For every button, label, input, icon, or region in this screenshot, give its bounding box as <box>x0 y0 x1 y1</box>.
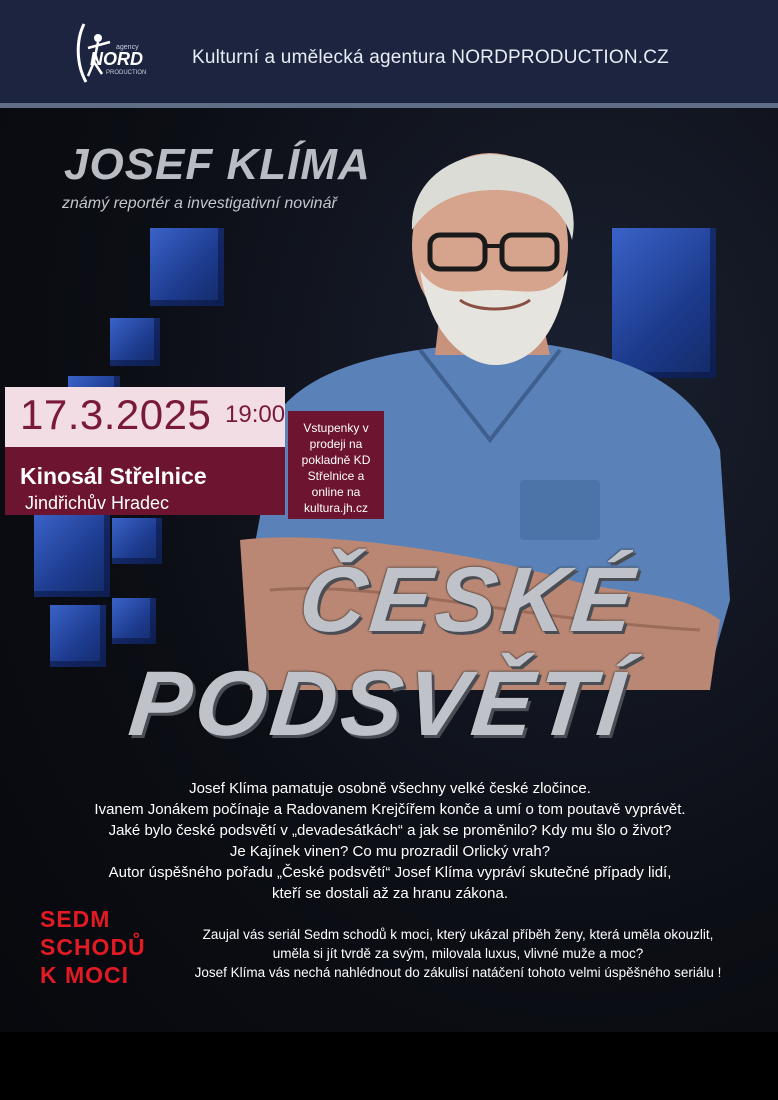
ticket-info: Vstupenky v prodeji na pokladně KD Střelnice a online na kultura.jh.cz <box>301 421 371 515</box>
event-venue: Kinosál Střelnice <box>20 463 207 489</box>
logo-agency-text: agency <box>116 44 139 51</box>
promo-line: Josef Klíma vás nechá nahlédnout do zákulisí natáčení tohoto velmi úspěšného seriálu ! <box>194 965 722 980</box>
footer-bar <box>0 1032 778 1100</box>
series-logo <box>40 905 170 989</box>
decor-cube <box>34 515 110 597</box>
agency-title: Kulturní a umělecká agentura NORDPRODUCTION.CZ <box>192 47 669 68</box>
decor-cube <box>150 228 224 306</box>
logo-sub-text: PRODUCTION <box>106 70 147 76</box>
description-line: Autor úspěšného pořadu „České podsvětí“ Josef Klíma vypráví skutečné případy lidí, <box>108 864 672 881</box>
series-logo-line: SCHODŮ <box>40 934 146 960</box>
speaker-name: JOSEF KLÍMA <box>64 140 371 189</box>
decor-cube <box>110 318 160 366</box>
description-line: Josef Klíma pamatuje osobně všechny velké české zločince. <box>189 780 591 797</box>
event-date: 17.3.2025 <box>20 391 212 438</box>
event-city: Jindřichův Hradec <box>25 493 170 513</box>
event-time: 19:00 <box>225 401 286 428</box>
decor-cube <box>50 605 106 667</box>
speaker-subtitle: známý reportér a investigativní novinář <box>62 195 337 212</box>
event-info-box <box>5 387 285 515</box>
title-line-1: ČESKÉ <box>294 549 643 651</box>
promo-line: Zaujal vás seriál Sedm schodů k moci, který ukázal příběh ženy, která uměla okouzlit, <box>202 927 714 942</box>
decor-cube <box>112 598 156 644</box>
series-logo-line: K MOCI <box>40 962 130 988</box>
description-line: Jaké bylo české podsvětí v „devadesátkách“ a jak se proměnilo? Kdy mu šlo o život? <box>108 822 672 839</box>
event-description <box>40 778 740 904</box>
title-line-2: PODSVĚTÍ <box>124 653 633 755</box>
header-divider <box>0 103 778 108</box>
decor-cube <box>112 518 162 564</box>
description-line: kteří se dostali až za hranu zákona. <box>272 885 508 902</box>
description-line: Ivanem Jonákem počínaje a Radovanem Krejčířem konče a umí o tom poutavě vyprávět. <box>94 801 686 818</box>
series-logo-line: SEDM <box>40 906 111 932</box>
promo-line: uměla si jít tvrdě za svým, milovala luxus, vlivné muže a moc? <box>272 946 644 961</box>
nord-agency-logo[interactable] <box>70 18 160 90</box>
description-line: Je Kajínek vinen? Co mu prozradil Orlický vrah? <box>229 843 551 860</box>
logo-word: NORD <box>90 49 143 69</box>
series-promo <box>168 925 748 982</box>
